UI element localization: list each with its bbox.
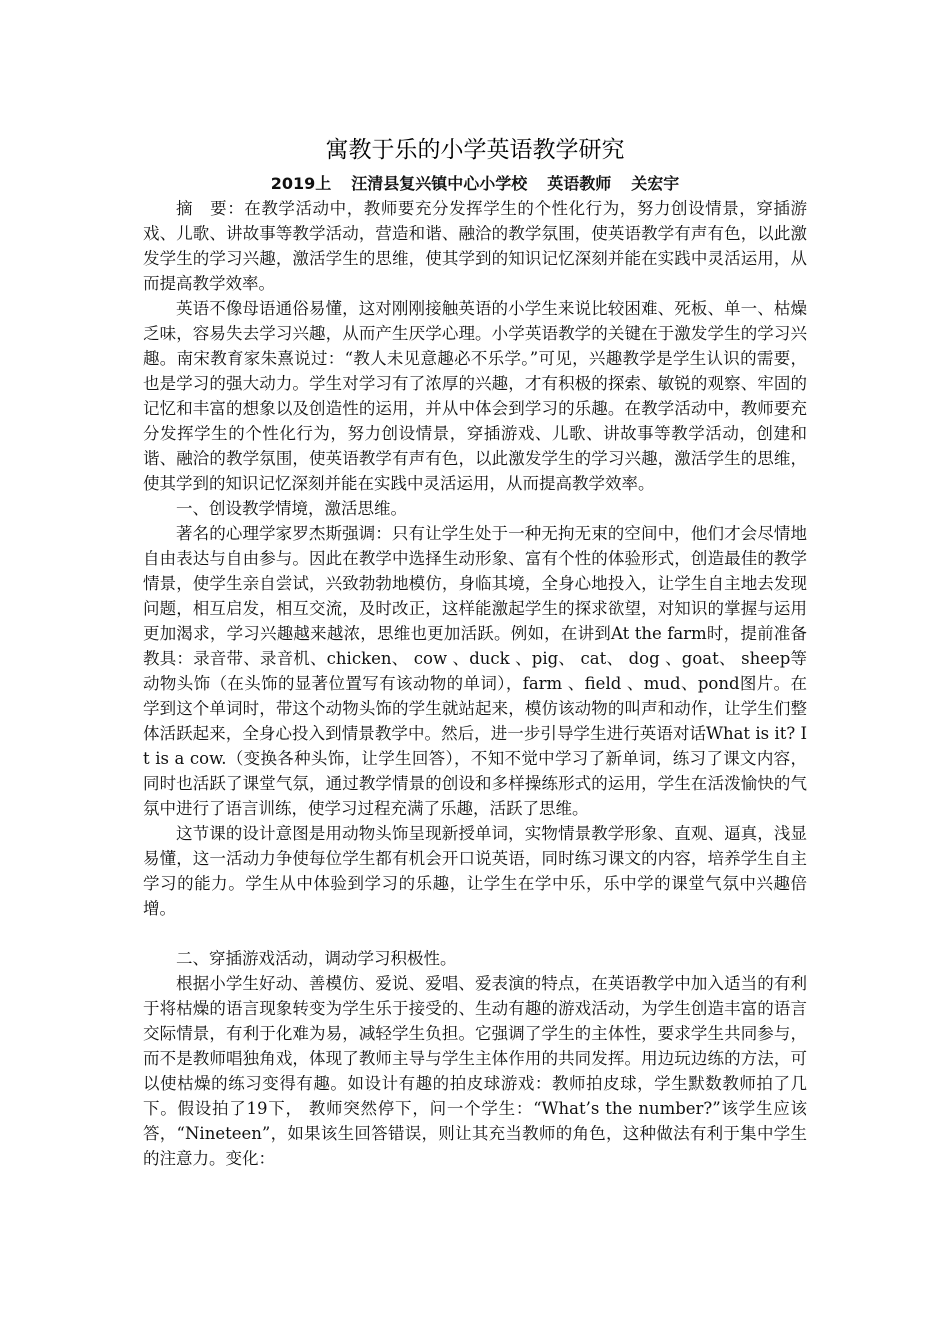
byline [143,173,807,195]
section-1-body: 著名的心理学家罗杰斯强调：只有让学生处于一种无拘无束的空间中，他们才会尽情地自由表达与自由参与。因此在教学中选择生动形象、富有个性的体验形式，创造最佳的教学情景，使学生亲自尝试，兴致勃勃地模仿，身临其境，全身心地投入，让学生自主地去发现问题，相互启发，相互交流，及时改正，这样能激起学生的探求欲望，对知识的掌握与运用更加渴求，学习兴趣越来越浓，思维也更加活跃。例如，在讲到At the farm时，提前准备教具：录音带、录音机、chicken、 cow 、duck 、pig、 cat、 dog 、goat、 sheep等动物头饰（在头饰的显著位置写有该动物的单词），farm 、field 、mud、pond图片。在学到这个单词时，带这个动物头饰的学生就站起来，模仿该动物的叫声和动作，让学生们整体活跃起来，全身心投入到情景教学中。然后，进一步引导学生进行英语对话What is it? It is a cow.（变换各种头饰，让学生回答），不知不觉中学习了新单词，练习了课文内容，同时也活跃了课堂气氛，通过教学情景的创设和多样操练形式的运用，学生在活泼愉快的气氛中进行了语言训练，使学习过程充满了乐趣，活跃了思维。 [143,524,807,818]
blank-line [143,921,807,946]
byline-role: 英语教师 [547,174,612,193]
intro-paragraph: 英语不像母语通俗易懂，这对刚刚接触英语的小学生来说比较困难、死板、单一、枯燥乏味，容易失去学习兴趣，从而产生厌学心理。小学英语教学的关键在于激发学生的学习兴趣。南宋教育家朱熹说过：“教人未见意趣必不乐学。”可见，兴趣教学是学生认识的需要，也是学习的强大动力。学生对学习有了浓厚的兴趣，才有积极的探索、敏锐的观察、牢固的记忆和丰富的想象以及创造性的运用，并从中体会到学习的乐趣。在教学活动中，教师要充分发挥学生的个性化行为，努力创设情景，穿插游戏、儿歌、讲故事等教学活动，创建和谐、融洽的教学氛围，使英语教学有声有色，以此激发学生的学习兴趣，激活学生的思维，使其学到的知识记忆深刻并能在实践中灵活运用，从而提高教学效率。 [143,299,807,493]
document-page [143,132,807,1171]
section-2-body: 根据小学生好动、善模仿、爱说、爱唱、爱表演的特点，在英语教学中加入适当的有利于将枯燥的语言现象转变为学生乐于接受的、生动有趣的游戏活动，为学生创造丰富的语言交际情景，有利于化难为易，减轻学生负担。它强调了学生的主体性，要求学生共同参与，而不是教师唱独角戏，体现了教师主导与学生主体作用的共同发挥。用边玩边练的方法，可以使枯燥的练习变得有趣。如设计有趣的拍皮球游戏：教师拍皮球，学生默数教师拍了几下。假设拍了19下， 教师突然停下，问一个学生：“What’s the number?”该学生应该答，“Nineteen”，如果该生回答错误，则让其充当教师的角色，这种做法有利于集中学生的注意力。变化： [143,974,807,1168]
abstract-paragraph: 摘 要：在教学活动中，教师要充分发挥学生的个性化行为，努力创设情景，穿插游戏、儿歌、讲故事等教学活动，营造和谐、融洽的教学氛围，使英语教学有声有色，以此激发学生的学习兴趣，激活学生的思维，使其学到的知识记忆深刻并能在实践中灵活运用，从而提高教学效率。 [143,199,807,293]
byline-term: 2019上 [270,174,332,193]
section-1-heading: 一、创设教学情境，激活思维。 [176,499,407,518]
byline-school: 汪清县复兴镇中心小学校 [351,174,528,193]
section-1-summary: 这节课的设计意图是用动物头饰呈现新授单词，实物情景教学形象、直观、逼真，浅显易懂，这一活动力争使每位学生都有机会开口说英语，同时练习课文的内容，培养学生自主学习的能力。学生从中体验到学习的乐趣，让学生在学中乐，乐中学的课堂气氛中兴趣倍增。 [143,824,807,918]
section-2-heading: 二、穿插游戏活动，调动学习积极性。 [176,949,457,968]
byline-author: 关宏宇 [631,174,680,193]
document-title: 寓教于乐的小学英语教学研究 [325,137,625,163]
